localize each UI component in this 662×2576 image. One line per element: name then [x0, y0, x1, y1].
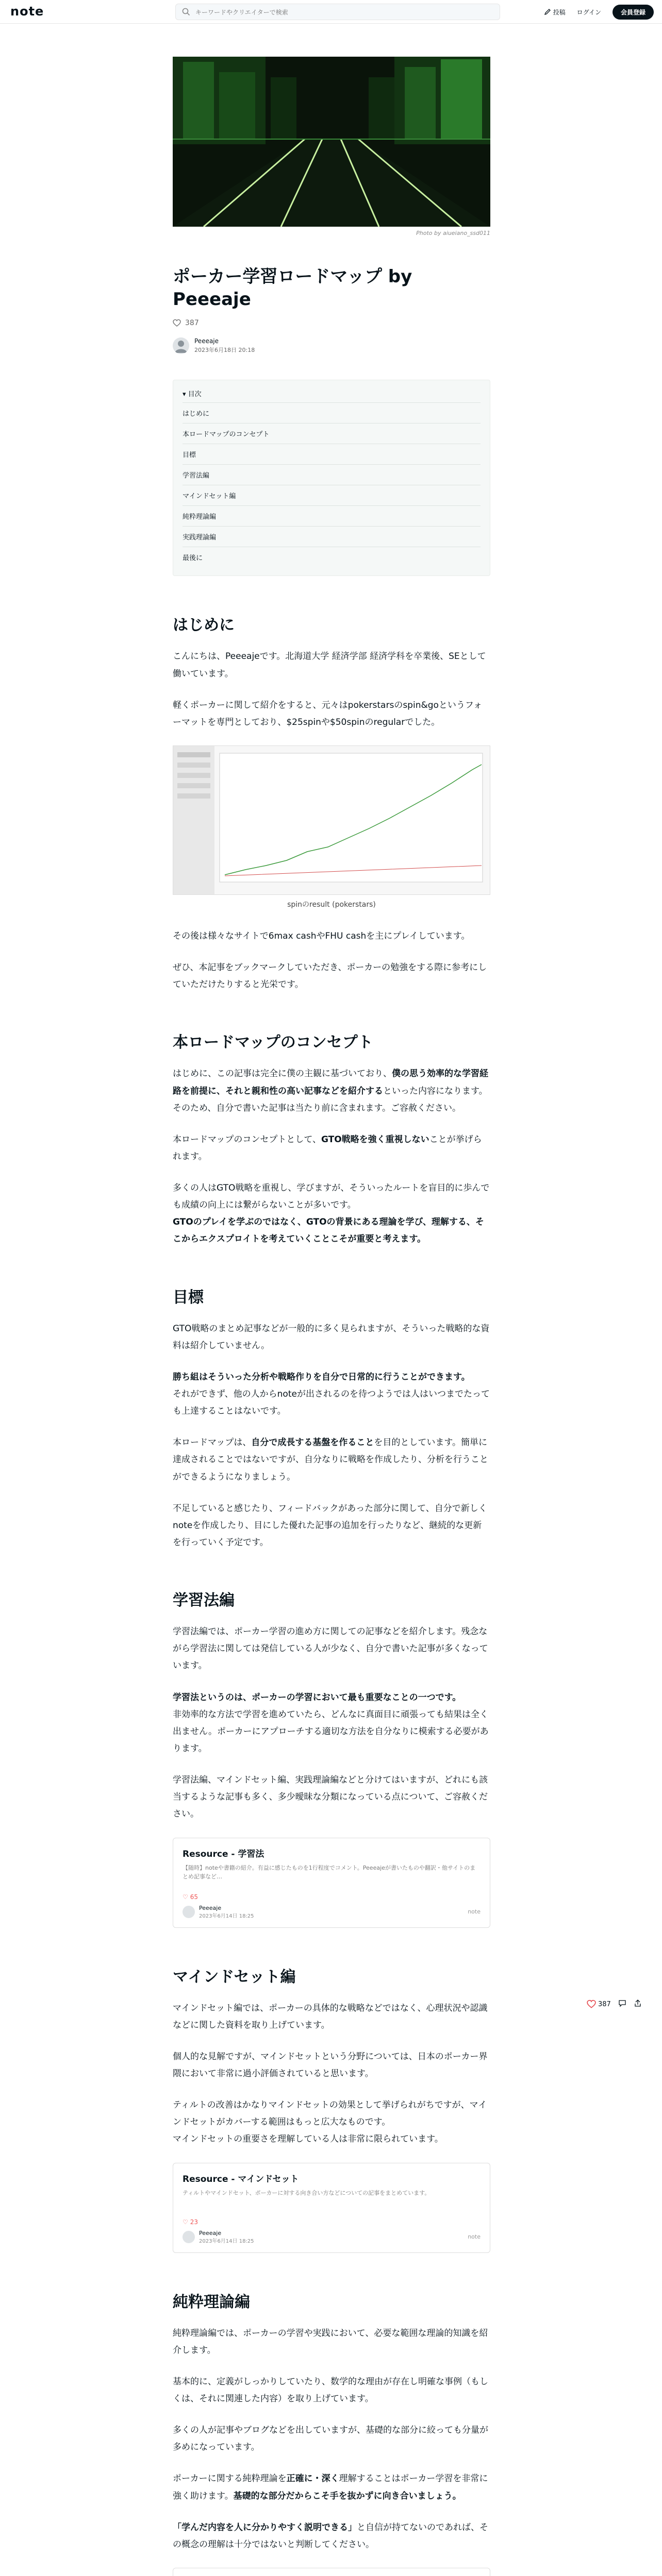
card-description: ティルトやマインドセット、ポーカーに対する向き合い方などについての記事をまとめています。: [183, 2189, 431, 2196]
paragraph: GTO戦略のまとめ記事などが一般的に多く見られますが、そういった戦略的な資料は紹介していません。: [173, 1323, 490, 1351]
header-actions: [544, 5, 654, 19]
toc-item[interactable]: 学習法編: [183, 465, 481, 485]
section-heading: マインドセット編: [173, 1968, 296, 1986]
heart-icon: [173, 319, 181, 327]
section-heading: 本ロードマップのコンセプト: [173, 1033, 373, 1052]
post-button[interactable]: [544, 8, 566, 16]
heart-icon: ♡: [183, 2218, 188, 2226]
publish-date: 2023年6月18日 20:18: [194, 347, 255, 354]
paragraph: [173, 2470, 490, 2504]
emphasis: 勝ち組はそういった分析や戦略作りを自分で日常的に行うことができます。: [173, 1371, 470, 1382]
section-heading: 純粋理論編: [173, 2293, 250, 2311]
paragraph: [173, 1065, 490, 1116]
text: はじめに、この記事は完全に僕の主観に基づいており、: [173, 1069, 392, 1079]
share-icon[interactable]: [634, 1999, 642, 2009]
pen-icon: [544, 8, 551, 15]
paragraph: 個人的な見解ですが、マインドセットという分野については、日本のポーカー界隈において非常に過小評価されていると思います。: [173, 2051, 488, 2079]
like-button[interactable]: [587, 1999, 611, 2009]
emphasis: GTOのプレイを学ぶのではなく、GTOの背景にある理論を学び、理解する、そこからエクスプロイトを考えていくことこそが重要と考えます。: [173, 1217, 484, 1245]
author-block[interactable]: [173, 337, 490, 354]
card-author-name: Peeeaje: [199, 1904, 222, 1911]
embed-card[interactable]: [173, 1838, 490, 1928]
paragraph: その後は様々なサイトで6max cashやFHU cashを主にプレイしています。: [173, 930, 470, 941]
article-title: ポーカー学習ロードマップ by Peeeaje: [173, 266, 412, 310]
author-avatar: [183, 2231, 195, 2243]
text: マインドセットの重要さを理解している人は非常に限られています。: [173, 2134, 443, 2145]
search-icon: [182, 8, 190, 16]
paragraph: [173, 2519, 490, 2553]
toc-item[interactable]: 純粋理論編: [183, 506, 481, 527]
text: 多くの人はGTO戦略を重視し、学びますが、そういったルートを盲目的に歩んでも成績の向上には繋がらないことが多いです。: [173, 1183, 490, 1211]
card-footer: [183, 1905, 481, 1919]
text: 理解することはポーカー学習を非常に強く助けます。: [173, 2473, 488, 2501]
search-input[interactable]: [195, 6, 484, 19]
emphasis: 正確に・深く: [286, 2473, 339, 2484]
section-heading: 目標: [173, 1288, 204, 1307]
photo-credit[interactable]: Photo by aiueiano_ssd011: [416, 230, 490, 236]
toc-item[interactable]: 本ロードマップのコンセプト: [183, 423, 481, 444]
floating-actions: [587, 1999, 642, 2009]
paragraph: マインドセット編では、ポーカーの具体的な戦略などではなく、心理状況や認識などに関した資料を取り上げています。: [173, 2003, 488, 2030]
toc-heading-label: 目次: [188, 391, 202, 399]
toc-item[interactable]: 目標: [183, 444, 481, 465]
card-author: [183, 1905, 254, 1919]
text: 非効率的な方法で学習を進めていたら、どんなに真面目に頑張っても結果は全く出ません。ポーカーにアプローチする適切な方法を自分なりに模索する必要があります。: [173, 1709, 489, 1754]
signup-button[interactable]: 会員登録: [613, 5, 654, 20]
text: ティルトの改善はかなりマインドセットの効果として挙げられがちですが、マインドセットがカバーする範囲はもっと広大なものです。: [173, 2100, 487, 2128]
toc-heading[interactable]: [183, 388, 481, 403]
toc-item[interactable]: マインドセット編: [183, 485, 481, 506]
search-box[interactable]: [175, 4, 500, 20]
card-date: 2023年6月14日 18:25: [199, 2238, 254, 2244]
article: [173, 57, 490, 2576]
like-count: 387: [185, 319, 199, 328]
section-heading: 学習法編: [173, 1591, 235, 1610]
comment-icon[interactable]: [618, 1999, 626, 2009]
result-graph-image: [173, 745, 490, 895]
card-likes: [183, 2218, 481, 2226]
emphasis: 「学んだ内容を人に分かりやすく説明できる」: [173, 2522, 357, 2533]
card-title: Resource - マインドセット: [183, 2174, 299, 2184]
paragraph: 不足していると感じたり、フィードバックがあった部分に関して、自分で新しくnoteを作成したり、目にした優れた記事の追加を行ったりなど、継続的な更新を行っていく予定です。: [173, 1503, 487, 1548]
emphasis: 自分で成長する基盤を作ること: [251, 1437, 374, 1448]
note-logo[interactable]: note: [10, 4, 44, 19]
emphasis: GTO戦略を強く重視しない: [321, 1134, 429, 1145]
card-description: 【随時】noteや書籍の紹介。有益に感じたものを1行程度でコメント。Peeeajeが書いたものや翻訳・他サイトのまとめ記事など…: [183, 1864, 476, 1880]
paragraph: 基本的に、定義がしっかりしていたり、数学的な理由が存在し明確な事例（もしくは、それに関連した内容）を取り上げています。: [173, 2376, 488, 2404]
image-caption: spinのresult (pokerstars): [287, 900, 376, 909]
author-avatar[interactable]: [173, 337, 189, 354]
chevron-down-icon: ▾: [183, 391, 188, 399]
embed-card[interactable]: [173, 2163, 490, 2253]
paragraph: [173, 1131, 490, 1165]
text: といった内容になります。: [383, 1086, 488, 1096]
site-header: [0, 0, 662, 24]
hero-image: [173, 57, 490, 227]
text: そのため、自分で書いた記事は当たり前に含まれます。ご容赦ください。: [173, 1103, 461, 1113]
author-name[interactable]: Peeeaje: [194, 337, 219, 345]
text: を目的としています。簡単に達成されることではないですが、自分なりに戦略を作成したり、分析を行うことができるようになりましょう。: [173, 1437, 488, 1482]
card-author: [183, 2230, 254, 2244]
emphasis: 学習法というのは、ポーカーの学習において最も重要なことの一つです。: [173, 1692, 461, 1703]
city-road-illustration: [173, 57, 490, 227]
toc-item[interactable]: 実践理論編: [183, 527, 481, 547]
text: 本ロードマップは、: [173, 1437, 252, 1448]
paragraph: [173, 1369, 490, 1420]
card-like-count: 65: [190, 1893, 198, 1901]
paragraph: 軽くポーカーに関して紹介をすると、元々はpokerstarsのspin&goというフォーマットを専門としており、$25spinや$50spinのregularでした。: [173, 700, 483, 727]
paragraph: 多くの人が記事やブログなどを出していますが、基礎的な部分に絞っても分量が多めになっています。: [173, 2425, 488, 2453]
emphasis: 僕の思う効率的な学習経路を前提に、それと親和性の高い記事などを紹介する: [173, 1069, 488, 1096]
text: 本ロードマップのコンセプトとして、: [173, 1134, 321, 1145]
text: それができず、他の人からnoteが出されるのを待つようでは人はいつまでたっても上達することはないです。: [173, 1389, 490, 1417]
card-title: Resource - 学習法: [183, 1849, 264, 1859]
text: と自信が持てないのであれば、その概念の理解は十分ではないと判断してください。: [173, 2522, 488, 2550]
embed-card[interactable]: [173, 2568, 490, 2576]
card-like-count: 23: [190, 2218, 198, 2226]
paragraph: [173, 1180, 490, 1248]
text: ポーカーに関する純粋理論を: [173, 2473, 287, 2484]
card-footer: [183, 2230, 481, 2244]
note-logo-small: note: [468, 1908, 481, 1916]
toc-item[interactable]: 最後に: [183, 554, 203, 563]
like-count-top[interactable]: [173, 319, 490, 327]
card-likes: [183, 1893, 481, 1901]
post-label: 投稿: [553, 8, 566, 16]
paragraph: ぜひ、本記事をブックマークしていただき、ポーカーの勉強をする際に参考にしていただけたりすると光栄です。: [173, 962, 487, 990]
note-logo-small: note: [468, 2233, 481, 2241]
paragraph: [173, 1434, 490, 1485]
toc-item[interactable]: はじめに: [183, 403, 481, 423]
paragraph: 学習法編、マインドセット編、実践理論編などと分けてはいますが、どれにも該当するような記事も多く、多少曖昧な分類になっている点について、ご容赦ください。: [173, 1775, 488, 1820]
paragraph: 純粋理論編では、ポーカーの学習や実践において、必要な範囲な理論的知識を紹介します。: [173, 2328, 488, 2355]
paragraph: 学習法編では、ポーカー学習の進め方に関しての記事などを紹介します。残念ながら学習法に関しては発信している人が少なく、自分で書いた記事が多くなっています。: [173, 1626, 488, 1671]
card-date: 2023年6月14日 18:25: [199, 1913, 254, 1919]
heart-icon: [587, 1999, 596, 2009]
table-of-contents: [173, 380, 490, 576]
emphasis: 基礎的な部分だからこそ手を抜かずに向き合いましょう。: [233, 2490, 461, 2501]
author-avatar: [183, 1906, 195, 1918]
heart-icon: ♡: [183, 1893, 188, 1901]
paragraph: [173, 1689, 490, 1758]
text: ことが挙げられます。: [173, 1134, 482, 1162]
like-count-floating: 387: [598, 2000, 611, 2008]
paragraph: こんにちは、Peeeajeです。北海道大学 経済学部 経済学科を卒業後、SEとして働いています。: [173, 651, 486, 679]
card-author-name: Peeeaje: [199, 2229, 222, 2236]
section-heading: はじめに: [173, 616, 235, 635]
paragraph: [173, 2097, 490, 2148]
login-link[interactable]: ログイン: [576, 8, 601, 16]
graph-screenshot: [173, 746, 490, 894]
